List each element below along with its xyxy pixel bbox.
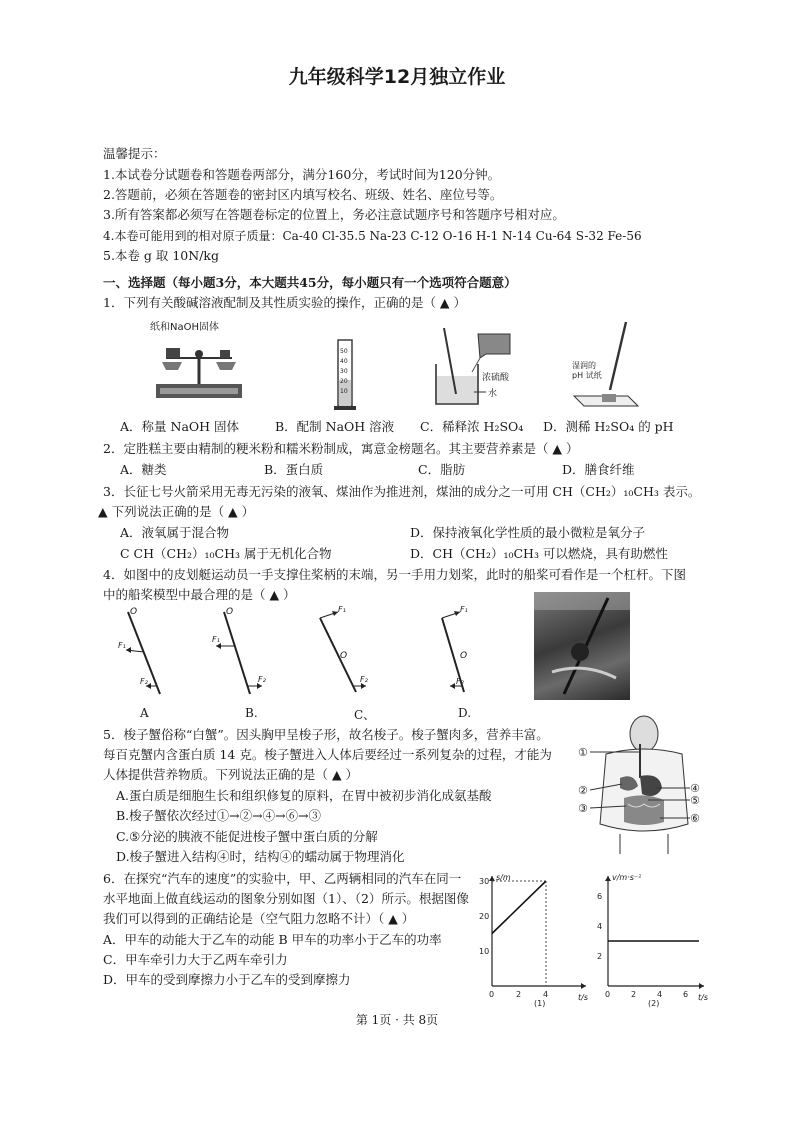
q3-stem-1: 3．长征七号火箭采用无毒无污染的液氧、煤油作为推进剂，煤油的成分之一可用 CH（CH₂）₁₀CH₃ 表示。 xyxy=(103,484,701,499)
q6-opt-a: A．甲车的动能大于乙车的动能 B 甲车的功率小于乙车的功率 xyxy=(103,932,442,947)
q1-opt-c: C．稀释浓 H₂SO₄ xyxy=(420,419,524,434)
chart-s-t xyxy=(478,870,598,1008)
lever-label-a: A xyxy=(140,706,149,720)
lever-c xyxy=(312,604,372,696)
balance-label: 纸和NaOH固体 xyxy=(150,322,219,333)
x-tick-label: 4 xyxy=(543,990,549,999)
force-label: F₂ xyxy=(140,677,148,686)
chart2-ylabel: v/m·s⁻¹ xyxy=(612,873,642,882)
q3-opt-b: D．保持液氧化学性质的最小微粒是氧分子 xyxy=(410,525,646,540)
x-tick-label: 2 xyxy=(516,990,522,999)
q1-opt-b: B．配制 NaOH 溶液 xyxy=(275,419,395,434)
lever-a xyxy=(118,606,178,698)
y-tick-label: 20 xyxy=(479,912,490,921)
tip-2: 2.答题前，必须在答题卷的密封区内填写校名、班级、姓名、座位号等。 xyxy=(103,187,503,202)
chart2-caption: (2) xyxy=(648,999,660,1008)
y-tick-label: 2 xyxy=(597,952,603,961)
force-label: F₁ xyxy=(118,641,126,650)
x-tick-label: 2 xyxy=(631,990,637,999)
x-tick-label: 0 xyxy=(489,990,495,999)
lever-label-c: C、 xyxy=(354,708,376,722)
pivot-label: O xyxy=(340,651,348,661)
pivot-label: O xyxy=(130,607,138,617)
q2-opt-a: A．糖类 xyxy=(120,462,167,477)
q4-stem-2: 中的船桨模型中最合理的是（ ▲ ） xyxy=(103,587,296,602)
force-label: F₁ xyxy=(460,605,468,614)
tip-3: 3.所有答案都必须写在答题卷标定的位置上，务必注意试题序号和答题序号相对应。 xyxy=(103,207,565,222)
force-label: F₂ xyxy=(456,677,464,686)
q5-line-1: 5．梭子蟹俗称“白蟹”。因头胸甲呈梭子形，故名梭子。梭子蟹肉多，营养丰富。 xyxy=(103,727,549,742)
force-label: F₁ xyxy=(212,635,220,644)
organ-num: ② xyxy=(578,784,588,797)
q3-opt-d: D．CH（CH₂）₁₀CH₃ 可以燃烧，具有助燃性 xyxy=(410,546,668,561)
tip-1: 1.本试卷分试题卷和答题卷两部分，满分160分，考试时间为120分钟。 xyxy=(103,167,501,182)
q6-line-1: 6．在探究“汽车的速度”的实验中，甲、乙两辆相同的汽车在同一 xyxy=(103,871,462,886)
q1-opt-d: D．测稀 H₂SO₄ 的 pH xyxy=(543,419,674,434)
q4-stem-1: 4．如图中的皮划艇运动员一手支撑住桨柄的末端，另一手用力划桨，此时的船桨可看作是一个杠杆。下图 xyxy=(103,567,686,582)
y-tick-label: 30 xyxy=(479,877,490,886)
q5-opt-a: A.蛋白质是细胞生长和组织修复的原料，在胃中被初步消化成氨基酸 xyxy=(116,788,492,803)
ph-label-1: 湿润的 xyxy=(572,361,596,370)
organ-num: ③ xyxy=(578,802,588,815)
y-tick-label: 10 xyxy=(479,947,490,956)
pivot-label: O xyxy=(460,651,468,661)
page-footer: 第 1页 · 共 8页 xyxy=(355,1013,439,1027)
balance-figure xyxy=(148,318,248,406)
y-tick-label: 6 xyxy=(597,892,603,901)
force-label: F₂ xyxy=(360,675,368,684)
q5-opt-b: B.梭子蟹依次经过①→②→④→⑥→③ xyxy=(116,808,322,823)
digestive-figure xyxy=(576,714,706,858)
q5-opt-c: C.⑤分泌的胰液不能促进梭子蟹中蛋白质的分解 xyxy=(116,829,378,844)
organ-num: ⑥ xyxy=(690,812,700,825)
ph-figure xyxy=(568,320,648,410)
chart1-ylabel: s/m xyxy=(496,873,511,882)
chart1-xlabel: t/s xyxy=(578,993,588,1002)
q1-opt-a: A．称量 NaOH 固体 xyxy=(120,419,240,434)
cylinder-figure xyxy=(330,336,360,414)
pivot-label: O xyxy=(226,607,234,617)
force-label: F₁ xyxy=(338,605,346,614)
cyl-tick: 10 xyxy=(340,388,348,395)
organ-num: ④ xyxy=(690,782,700,795)
x-tick-label: 4 xyxy=(657,990,663,999)
acid-label: 浓硫酸 xyxy=(482,373,510,383)
lever-d xyxy=(432,604,492,696)
cyl-tick: 40 xyxy=(340,358,348,365)
cyl-tick: 30 xyxy=(340,368,348,375)
x-tick-label: 6 xyxy=(683,990,689,999)
organ-num: ⑤ xyxy=(690,794,700,807)
chart2-xlabel: t/s xyxy=(698,993,708,1002)
cyl-tick: 50 xyxy=(340,348,348,355)
q3-opt-a: A．液氧属于混合物 xyxy=(120,525,230,540)
q2-opt-d: D．膳食纤维 xyxy=(562,462,635,477)
water-label: 水 xyxy=(488,389,498,399)
tips-heading: 温馨提示： xyxy=(103,146,166,161)
lever-label-b: B. xyxy=(245,706,258,720)
tip-4: 4.本卷可能用到的相对原子质量：Ca-40 Cl-35.5 Na-23 C-12 O-16 H-1 N-14 Cu-64 S-32 Fe-56 xyxy=(103,229,642,243)
q2-opt-c: C．脂肪 xyxy=(418,462,466,477)
q3-opt-c: C CH（CH₂）₁₀CH₃ 属于无机化合物 xyxy=(120,546,332,561)
q2-stem: 2．定胜糕主要由精制的粳米粉和糯米粉制成，寓意金榜题名。其主要营养素是（ ▲ ） xyxy=(103,441,579,456)
q6-opt-d: D．甲车的受到摩擦力小于乙车的受到摩擦力 xyxy=(103,972,351,987)
chart-v-t xyxy=(594,870,720,1008)
section-heading: 一、选择题（每小题3分，本大题共45分，每小题只有一个选项符合题意） xyxy=(103,275,517,290)
q5-line-2: 每百克蟹内含蛋白质 14 克。梭子蟹进入人体后要经过一系列复杂的过程，才能为 xyxy=(103,747,552,762)
q2-opt-b: B．蛋白质 xyxy=(264,462,324,477)
lever-label-d: D. xyxy=(458,706,472,720)
ph-label-2: pH 试纸 xyxy=(572,371,602,380)
q3-stem-2: ▲ 下列说法正确的是（ ▲ ） xyxy=(98,504,255,519)
chart1-caption: (1) xyxy=(534,999,546,1008)
y-tick-label: 4 xyxy=(597,922,603,931)
q5-opt-d: D.梭子蟹进入结构④时，结构④的蠕动属于物理消化 xyxy=(116,849,405,864)
q1-stem: 1．下列有关酸碱溶液配制及其性质实验的操作，正确的是（ ▲ ） xyxy=(103,295,467,310)
q6-line-2: 水平地面上做直线运动的图象分别如图（1）、（2）所示。根据图像 xyxy=(103,891,469,906)
q5-line-3: 人体提供营养物质。下列说法正确的是（ ▲ ） xyxy=(103,767,359,782)
q6-line-3: 我们可以得到的正确结论是（空气阻力忽略不计）（ ▲ ） xyxy=(103,911,415,926)
force-label: F₂ xyxy=(258,675,266,684)
x-tick-label: 0 xyxy=(605,990,611,999)
cyl-tick: 20 xyxy=(340,378,348,385)
kayak-photo xyxy=(534,592,630,700)
series-line xyxy=(492,881,546,934)
q6-opt-c: C．甲车牵引力大于乙两车牵引力 xyxy=(103,952,288,967)
lever-b xyxy=(210,606,270,698)
dilution-figure xyxy=(430,324,530,410)
tip-5: 5.本卷 g 取 10N/kg xyxy=(103,248,219,263)
organ-num: ① xyxy=(578,746,588,759)
page-title: 九年级科学12月独立作业 xyxy=(288,66,506,88)
